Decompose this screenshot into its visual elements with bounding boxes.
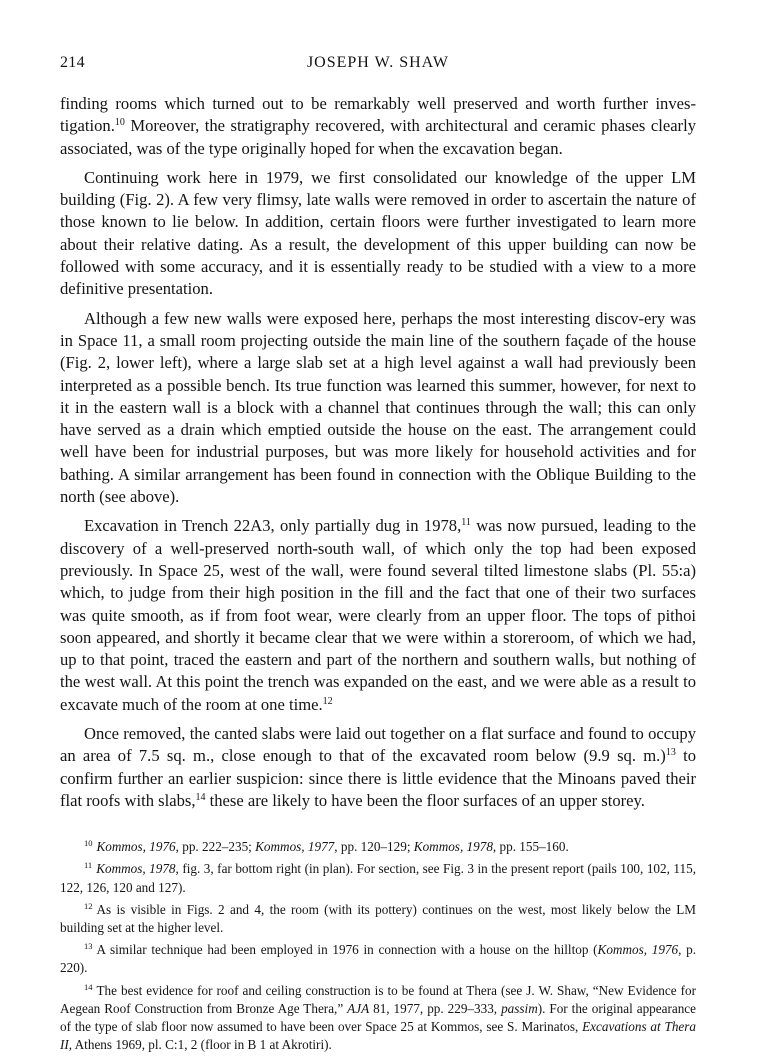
- running-title: JOSEPH W. SHAW: [306, 54, 450, 71]
- italic-citation: Kommos, 1978: [96, 861, 176, 877]
- footnotes: [60, 838, 696, 1054]
- text-run: , pp. 155–160.: [492, 839, 569, 855]
- text-run: these are likely to have been the floor surfaces of an upper storey.: [205, 790, 645, 810]
- paragraph: [60, 515, 696, 716]
- paragraph: [60, 167, 696, 301]
- text-run: to confirm further an earlier suspicion: since there is little evidence that the Minoans paved their flat roofs with slabs,: [60, 746, 696, 810]
- footnote-ref: 12: [322, 695, 333, 707]
- footnote-ref: 13: [665, 747, 676, 759]
- footnote: [60, 838, 696, 856]
- footnote: [60, 860, 696, 896]
- footnote: [60, 941, 696, 977]
- footnote: [60, 901, 696, 937]
- text-run: Once removed, the canted slabs were laid out together on a flat surface and found to occupy an area of 7.5 sq. m., close enough to that of the excavated room below (9.9 sq. m.): [60, 724, 696, 766]
- text-run: , fig. 3, far bottom right (in plan). For section, see Fig. 3 in the present report (pails 100, 102, 115, 122, 126, 120 and 127).: [60, 861, 696, 895]
- footnote-number: 12: [84, 900, 93, 911]
- text-run: A similar technique had been employed in 1976 in connection with a house on the hilltop (: [96, 942, 598, 958]
- footnote-ref: 11: [461, 517, 471, 529]
- text-run: The best evidence for roof and ceiling construction is to be found at Thera (see J. W. Shaw, “New Evidence for Aegean Roof Construction from Bronze Age Thera,”: [60, 982, 696, 1016]
- text-run: , pp. 222–235;: [175, 839, 256, 855]
- italic-citation: Kommos, 1978: [413, 839, 493, 855]
- italic-citation: Kommos, 1976: [96, 839, 176, 855]
- text-run: ). For the original appearance of the type of slab floor now assumed to have been over Space 25 at Kommos, see S. Marinatos,: [60, 1000, 697, 1035]
- page: [60, 54, 696, 1058]
- paragraph: [60, 308, 696, 509]
- footnote: [60, 982, 696, 1055]
- footnote-number: 10: [84, 838, 93, 849]
- text-run: , Athens 1969, pl. C:1, 2 (floor in B 1 at Akrotiri).: [68, 1037, 332, 1053]
- paragraph: [60, 93, 696, 160]
- italic-citation: Kommos, 1976: [597, 942, 679, 958]
- text-run: Continuing work here in 1979, we first consolidated our knowledge of the upper LM building (Fig. 2). A few very flimsy, late walls were removed in order to ascertain the nature of those known to lie below. In addition, certain floors were further investigated to learn more about their relative dating. As a result, the development of this upper building can now be followed with some accuracy, and it is essentially ready to be studied with a view to a more definitive presentation.: [60, 167, 696, 299]
- italic-citation: passim: [501, 1000, 538, 1016]
- text-run: , p. 220).: [60, 942, 697, 976]
- body-text: [60, 93, 696, 812]
- text-run: , pp. 120–129;: [334, 839, 414, 855]
- page-number: 214: [60, 54, 85, 71]
- text-run: As is visible in Figs. 2 and 4, the room (with its pottery) continues on the west, most likely below the LM building set at the higher level.: [60, 901, 696, 936]
- footnote-ref: 10: [114, 117, 125, 129]
- footnote-number: 14: [84, 981, 93, 992]
- italic-citation: AJA: [347, 1000, 370, 1016]
- footnote-number: 13: [84, 941, 93, 952]
- text-run: was now pursued, leading to the discovery of a well-preserved north-south wall, of which only the top had been exposed previously. In Space 25, west of the wall, were found several tilted limestone slabs (Pl. 55:a) which, to judge from their high position in the fill and the fact that one of their two surfaces was quite smooth, as if from foot wear, were clearly from an upper floor. The tops of pithoi soon appeared, and shortly it became clear that we were within a storeroom, of which we had, up to that point, traced the eastern and part of the northern and southern walls, but nothing of the west wall. At this point the trench was expanded on the east, and we were able as a result to excavate much of the room at one time.: [60, 516, 696, 714]
- footnote-number: 11: [84, 860, 93, 871]
- text-run: Excavation in Trench 22A3, only partially dug in 1978,: [84, 516, 462, 536]
- italic-citation: Excavations at Thera II: [60, 1019, 696, 1053]
- running-head: [60, 54, 696, 78]
- text-run: 81, 1977, pp. 229–333,: [369, 1000, 502, 1016]
- text-run: Moreover, the stratigraphy recovered, with architectural and ceramic phases clearly associated, was of the type originally hoped for when the excavation began.: [60, 116, 696, 158]
- italic-citation: Kommos, 1977: [255, 839, 335, 855]
- text-run: finding rooms which turned out to be remarkably well preserved and worth further inves-tigation.: [60, 94, 696, 136]
- paragraph: [60, 723, 696, 812]
- footnote-ref: 14: [195, 791, 206, 803]
- text-run: Although a few new walls were exposed here, perhaps the most interesting discov-ery was in Space 11, a small room projecting outside the main line of the southern façade of the house (Fig. 2, lower left), where a large slab set at a high level against a wall had previously been interpreted as a possible bench. Its true function was learned this summer, however, for next to it in the eastern wall is a block with a channel that continues through the wall; this can only have served as a drain which emptied outside the house on the east. The arrangement could well have been for industrial purposes, but was more likely for household activities and for bathing. A similar arrangement has been found in connection with the Oblique Building to the north (see above).: [60, 308, 696, 507]
